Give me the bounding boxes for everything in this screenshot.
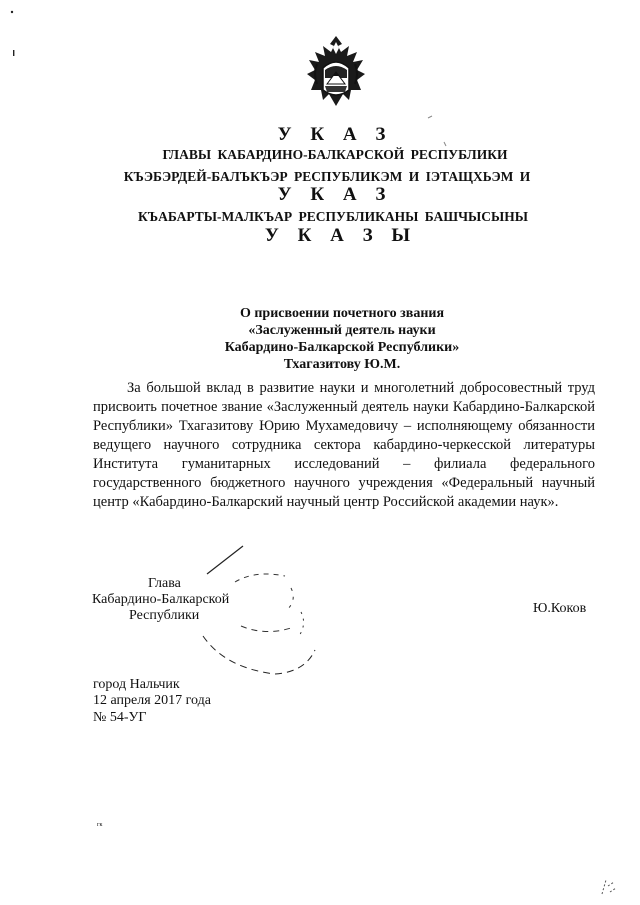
decree-heading-kabardian: У К А З [277,184,393,205]
decree-heading-balkarian: У К А З Ы [264,225,418,246]
signatory-title-line3: Республики [129,608,200,623]
scan-speck [592,870,622,900]
signatory-name: Ю.Коков [533,601,587,616]
title-line: Кабардино-Балкарской Республики» [224,340,460,355]
scan-speck [8,8,20,60]
body-paragraph: За большой вклад в развитие науки и многолетний добросовестный труд присвоить почетное звание «Заслуженный деятель науки Кабардино-Балкарской Республики» Тхагазитову Юрию Мухамедовичу – исполняющему обязанности ведущего научного сотрудника сектора кабардино-черкесской литературы Института гуманитарных исследований – филиала федерального государственного бюджетного научного учреждения «Федеральный научный центр «Кабардино-Балкарский научный центр Российской академии наук». [93,380,595,510]
scan-speck [418,112,458,152]
city: город Нальчик [93,677,180,692]
title-line: «Заслуженный деятель науки [248,323,436,338]
decree-body [93,379,595,512]
issuer-line-kabardian: КЪЭБЭРДЕЙ-БАЛЪКЪЭР РЕСПУБЛИКЭМ И ІЭТАЩХЬЭМ И [123,169,531,184]
decree-title [0,305,640,373]
decree-number: № 54-УГ [93,710,147,725]
initials-mark: гк [97,822,103,828]
decree-date: 12 апреля 2017 года [93,693,211,708]
issuer-line-balkarian: КЪАБАРТЫ-МАЛКЪАР РЕСПУБЛИКАНЫ БАШЧЫСЫНЫ [137,209,529,224]
coat-of-arms-emblem [305,34,367,110]
handwritten-signature [195,540,325,680]
signatory-title-line2: Кабардино-Балкарской [92,592,230,607]
title-line: О присвоении почетного звания [239,306,445,321]
title-line: Тхагазитову Ю.М. [283,357,401,372]
decree-heading: У К А З [277,124,393,145]
signatory-title-line1: Глава [148,576,181,591]
issuer-line-russian: ГЛАВЫ КАБАРДИНО-БАЛКАРСКОЙ РЕСПУБЛИКИ [162,147,508,162]
